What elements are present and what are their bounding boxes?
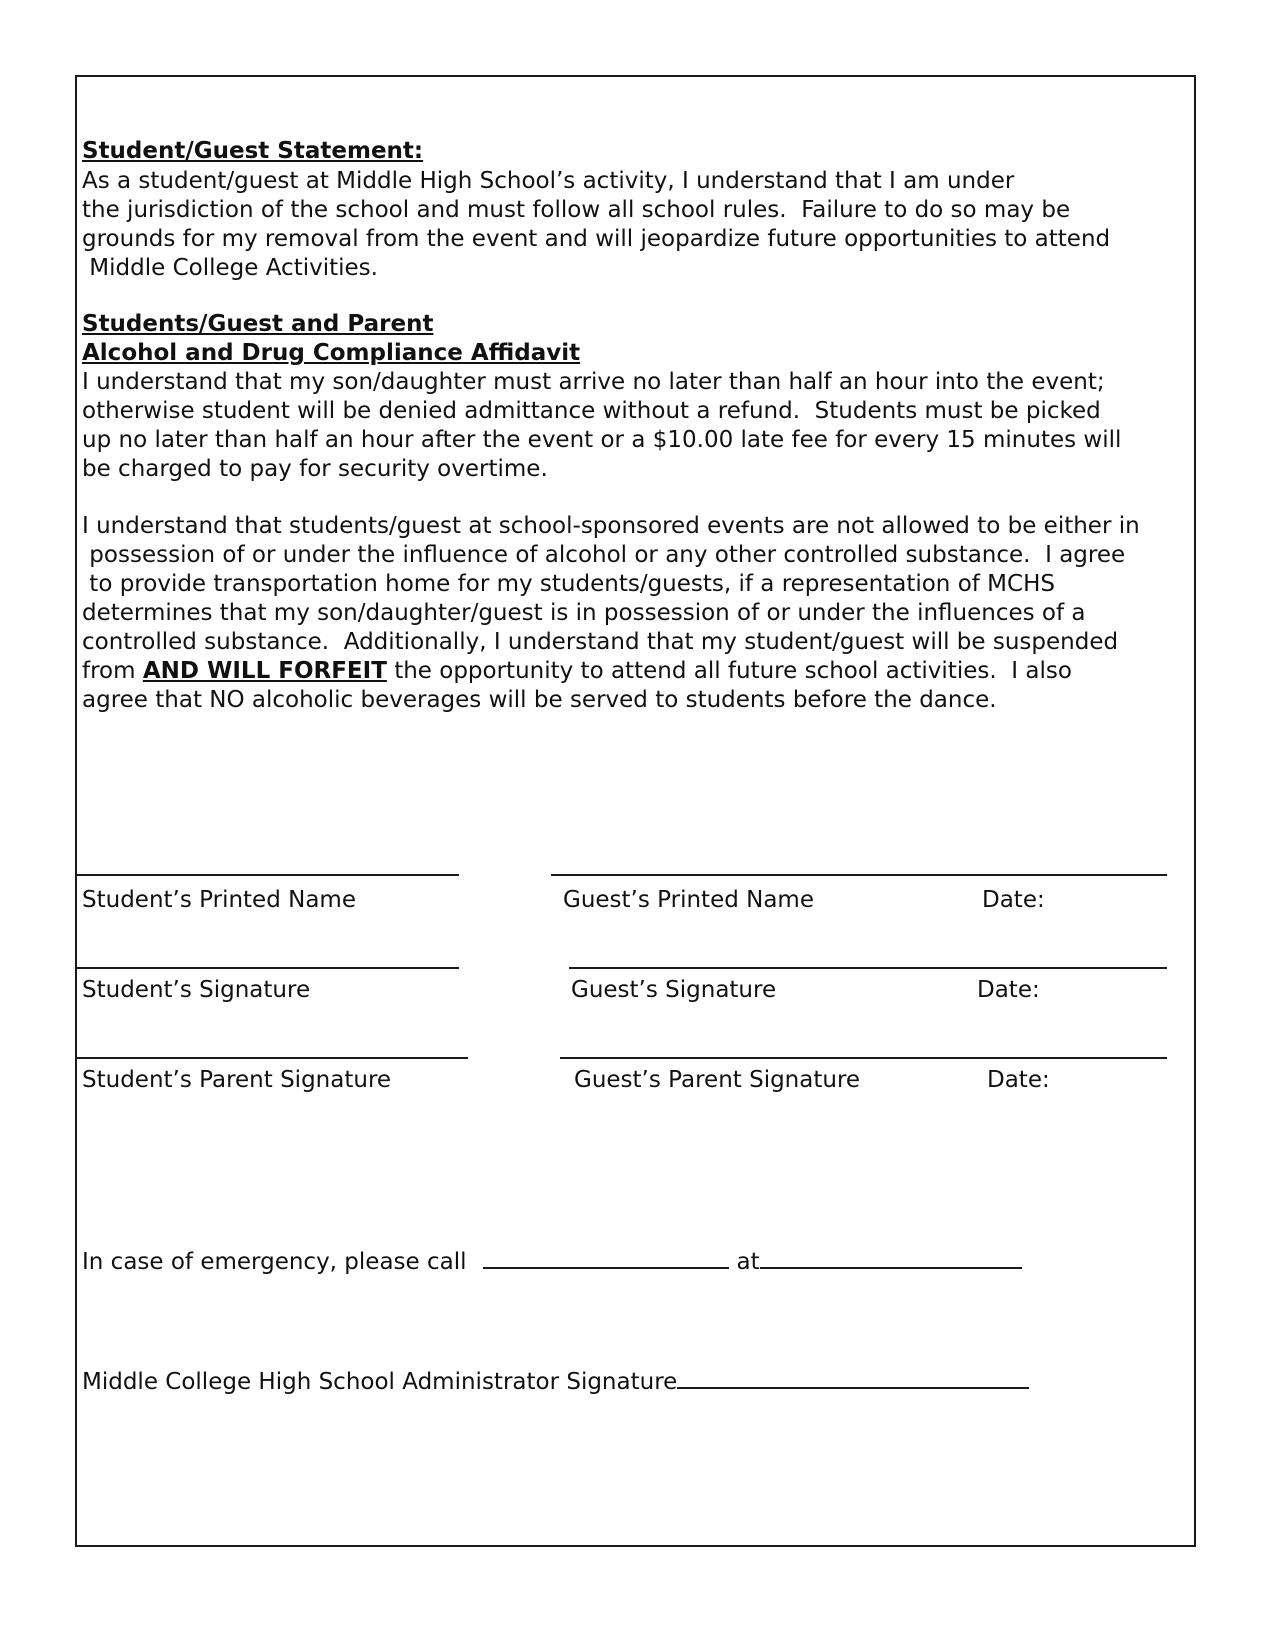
affidavit-para1-line-3: up no later than half an hour after the event or a $10.00 late fee for every 15 minutes will <box>82 427 1122 453</box>
affidavit-para2-line-3: to provide transportation home for my students/guests, if a representation of MCHS <box>82 571 1055 597</box>
student-signature-line[interactable] <box>75 967 459 969</box>
statement-line-1: As a student/guest at Middle High School’s activity, I understand that I am under <box>82 168 1015 194</box>
administrator-row <box>82 1365 1029 1397</box>
student-signature-label: Student’s Signature <box>82 977 311 1003</box>
student-printed-name-label: Student’s Printed Name <box>82 887 356 913</box>
guest-signature-label: Guest’s Signature <box>571 977 777 1003</box>
student-parent-signature-line[interactable] <box>75 1057 468 1059</box>
guest-parent-signature-line[interactable] <box>560 1057 1167 1059</box>
student-parent-signature-label: Student’s Parent Signature <box>82 1067 392 1093</box>
statement-heading: Student/Guest Statement: <box>82 138 424 164</box>
guest-signature-line[interactable] <box>569 967 1167 969</box>
emergency-row <box>82 1245 1022 1277</box>
emergency-phone-blank[interactable] <box>760 1245 1022 1269</box>
emergency-label: In case of emergency, please call <box>82 1249 467 1275</box>
affidavit-heading-1: Students/Guest and Parent <box>82 311 434 337</box>
statement-line-2: the jurisdiction of the school and must follow all school rules. Failure to do so may be <box>82 197 1071 223</box>
statement-line-3: grounds for my removal from the event and will jeopardize future opportunities to attend <box>82 226 1111 252</box>
administrator-signature-blank[interactable] <box>677 1365 1029 1389</box>
statement-line-4: Middle College Activities. <box>82 255 378 281</box>
administrator-signature-label: Middle College High School Administrator Signature <box>82 1369 678 1395</box>
date-label-2: Date: <box>977 977 1040 1003</box>
guest-printed-name-label: Guest’s Printed Name <box>563 887 814 913</box>
affidavit-para2-line-6 <box>82 656 1072 686</box>
affidavit-para2-line-1: I understand that students/guest at school-sponsored events are not allowed to be either in <box>82 513 1140 539</box>
affidavit-para2-line-2: possession of or under the influence of alcohol or any other controlled substance. I agree <box>82 542 1126 568</box>
guest-parent-signature-label: Guest’s Parent Signature <box>574 1067 861 1093</box>
affidavit-para1-line-2: otherwise student will be denied admittance without a refund. Students must be picked <box>82 398 1101 424</box>
emergency-at-label: at <box>736 1249 760 1275</box>
affidavit-para1-line-1: I understand that my son/daughter must arrive no later than half an hour into the event; <box>82 369 1105 395</box>
affidavit-para1-line-4: be charged to pay for security overtime. <box>82 456 548 482</box>
form-border <box>75 75 1196 1547</box>
forfeit-emphasis: AND WILL FORFEIT <box>142 658 387 684</box>
emergency-contact-blank[interactable] <box>483 1245 729 1269</box>
date-label-1: Date: <box>982 887 1045 913</box>
affidavit-para2-line-5: controlled substance. Additionally, I understand that my student/guest will be suspended <box>82 629 1119 655</box>
affidavit-para2-line-7: agree that NO alcoholic beverages will be served to students before the dance. <box>82 687 997 713</box>
student-printed-name-line[interactable] <box>75 874 459 876</box>
affidavit-heading-2: Alcohol and Drug Compliance Affidavit <box>82 340 581 366</box>
affidavit-para2-line-4: determines that my son/daughter/guest is in possession of or under the influences of a <box>82 600 1086 626</box>
line6-prefix: from <box>82 658 143 684</box>
date-label-3: Date: <box>987 1067 1050 1093</box>
line6-suffix: the opportunity to attend all future school activities. I also <box>386 658 1072 684</box>
guest-printed-name-line[interactable] <box>551 874 1167 876</box>
